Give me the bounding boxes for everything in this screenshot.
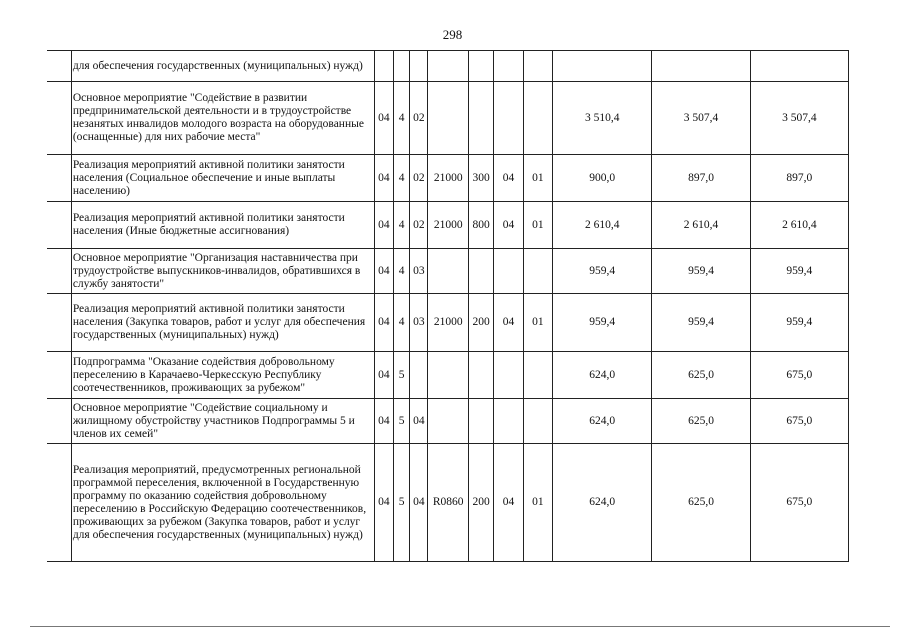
amount-cell: 625,0 — [652, 399, 750, 444]
table-row — [47, 202, 849, 249]
amount-cell: 959,4 — [652, 249, 750, 294]
code-cell: 02 — [410, 82, 428, 155]
code-cell: 21000 — [428, 155, 469, 202]
table-row — [47, 352, 849, 399]
amount-cell: 3 507,4 — [652, 82, 750, 155]
code-cell: 200 — [468, 294, 493, 352]
amount-cell: 897,0 — [750, 155, 848, 202]
amount-cell: 675,0 — [750, 352, 848, 399]
code-cell: 5 — [394, 352, 410, 399]
code-cell — [410, 352, 428, 399]
amount-cell: 959,4 — [750, 249, 848, 294]
code-cell: 4 — [394, 155, 410, 202]
page-bottom-edge — [30, 626, 890, 627]
code-cell: 01 — [523, 202, 552, 249]
blank-cell — [47, 155, 71, 202]
code-cell — [494, 51, 523, 82]
code-cell: 21000 — [428, 202, 469, 249]
table-row — [47, 82, 849, 155]
amount-cell — [750, 51, 848, 82]
amount-cell: 624,0 — [553, 444, 652, 562]
row-name: Реализация мероприятий, предусмотренных региональной программой переселения, включенной в Государственную программу по оказанию содействия добровольному переселению в Российскую Федерацию соотечественников, проживающих за рубежом (Закупка товаров, работ и услуг для обеспечения государственных (муниципальных) нужд) — [71, 444, 374, 562]
code-cell: 04 — [494, 444, 523, 562]
amount-cell: 959,4 — [553, 249, 652, 294]
amount-cell: 900,0 — [553, 155, 652, 202]
table-row — [47, 444, 849, 562]
row-name: Основное мероприятие "Содействие социальному и жилищному обустройству участников Подпрограммы 5 и членов их семей" — [71, 399, 374, 444]
code-cell — [428, 82, 469, 155]
amount-cell: 624,0 — [553, 399, 652, 444]
amount-cell — [652, 51, 750, 82]
blank-cell — [47, 444, 71, 562]
code-cell: 200 — [468, 444, 493, 562]
code-cell — [494, 249, 523, 294]
code-cell: 04 — [410, 444, 428, 562]
code-cell — [523, 352, 552, 399]
table-row — [47, 249, 849, 294]
code-cell — [428, 352, 469, 399]
code-cell — [523, 249, 552, 294]
table-row — [47, 155, 849, 202]
code-cell: 800 — [468, 202, 493, 249]
amount-cell: 625,0 — [652, 444, 750, 562]
blank-cell — [47, 51, 71, 82]
blank-cell — [47, 352, 71, 399]
budget-table — [47, 50, 849, 562]
code-cell: 04 — [494, 155, 523, 202]
row-name: Подпрограмма "Оказание содействия добровольному переселению в Карачаево-Черкесскую Республику соотечественников, проживающих за рубежом" — [71, 352, 374, 399]
code-cell — [428, 249, 469, 294]
amount-cell: 624,0 — [553, 352, 652, 399]
code-cell — [468, 51, 493, 82]
code-cell: 01 — [523, 294, 552, 352]
amount-cell: 675,0 — [750, 399, 848, 444]
blank-cell — [47, 249, 71, 294]
blank-cell — [47, 82, 71, 155]
row-name: Реализация мероприятий активной политики занятости населения (Социальное обеспечение и иные выплаты населению) — [71, 155, 374, 202]
amount-cell: 959,4 — [553, 294, 652, 352]
code-cell: 5 — [394, 399, 410, 444]
row-name: для обеспечения государственных (муниципальных) нужд) — [71, 51, 374, 82]
amount-cell: 625,0 — [652, 352, 750, 399]
amount-cell: 2 610,4 — [553, 202, 652, 249]
code-cell: 02 — [410, 155, 428, 202]
code-cell: 5 — [394, 444, 410, 562]
code-cell: R0860 — [428, 444, 469, 562]
code-cell: 04 — [494, 294, 523, 352]
table-row — [47, 51, 849, 82]
code-cell: 04 — [374, 352, 393, 399]
page-number: 298 — [442, 27, 463, 42]
amount-cell: 959,4 — [652, 294, 750, 352]
blank-cell — [47, 294, 71, 352]
amount-cell: 3 507,4 — [750, 82, 848, 155]
code-cell: 04 — [374, 399, 393, 444]
code-cell: 04 — [374, 202, 393, 249]
code-cell — [523, 82, 552, 155]
code-cell — [523, 399, 552, 444]
row-name: Основное мероприятие "Организация наставничества при трудоустройстве выпускников-инвалидов, обратившихся в службу занятости" — [71, 249, 374, 294]
code-cell: 01 — [523, 444, 552, 562]
code-cell — [428, 51, 469, 82]
amount-cell: 3 510,4 — [553, 82, 652, 155]
table-row — [47, 399, 849, 444]
amount-cell — [553, 51, 652, 82]
code-cell — [523, 51, 552, 82]
code-cell: 04 — [374, 444, 393, 562]
code-cell: 300 — [468, 155, 493, 202]
row-name: Основное мероприятие "Содействие в развитии предпринимательской деятельности и в трудоустройстве незанятых инвалидов молодого возраста на оборудованные (оснащенные) для них рабочие места" — [71, 82, 374, 155]
amount-cell: 2 610,4 — [750, 202, 848, 249]
code-cell: 03 — [410, 294, 428, 352]
code-cell: 4 — [394, 294, 410, 352]
code-cell — [394, 51, 410, 82]
amount-cell: 959,4 — [750, 294, 848, 352]
code-cell — [428, 399, 469, 444]
amount-cell: 675,0 — [750, 444, 848, 562]
amount-cell: 2 610,4 — [652, 202, 750, 249]
code-cell — [494, 352, 523, 399]
code-cell: 4 — [394, 82, 410, 155]
code-cell: 02 — [410, 202, 428, 249]
code-cell: 21000 — [428, 294, 469, 352]
code-cell — [374, 51, 393, 82]
table-row — [47, 294, 849, 352]
code-cell: 4 — [394, 202, 410, 249]
table-body — [47, 51, 849, 562]
code-cell — [494, 399, 523, 444]
code-cell: 03 — [410, 249, 428, 294]
code-cell — [410, 51, 428, 82]
blank-cell — [47, 399, 71, 444]
code-cell: 04 — [374, 155, 393, 202]
code-cell — [468, 82, 493, 155]
blank-cell — [47, 202, 71, 249]
code-cell: 04 — [374, 82, 393, 155]
code-cell: 04 — [494, 202, 523, 249]
amount-cell: 897,0 — [652, 155, 750, 202]
code-cell: 04 — [410, 399, 428, 444]
code-cell: 04 — [374, 249, 393, 294]
row-name: Реализация мероприятий активной политики занятости населения (Закупка товаров, работ и услуг для обеспечения государственных (муниципальных) нужд) — [71, 294, 374, 352]
code-cell: 01 — [523, 155, 552, 202]
code-cell — [468, 352, 493, 399]
code-cell: 4 — [394, 249, 410, 294]
code-cell — [468, 249, 493, 294]
code-cell: 04 — [374, 294, 393, 352]
code-cell — [468, 399, 493, 444]
row-name: Реализация мероприятий активной политики занятости населения (Иные бюджетные ассигнования) — [71, 202, 374, 249]
code-cell — [494, 82, 523, 155]
